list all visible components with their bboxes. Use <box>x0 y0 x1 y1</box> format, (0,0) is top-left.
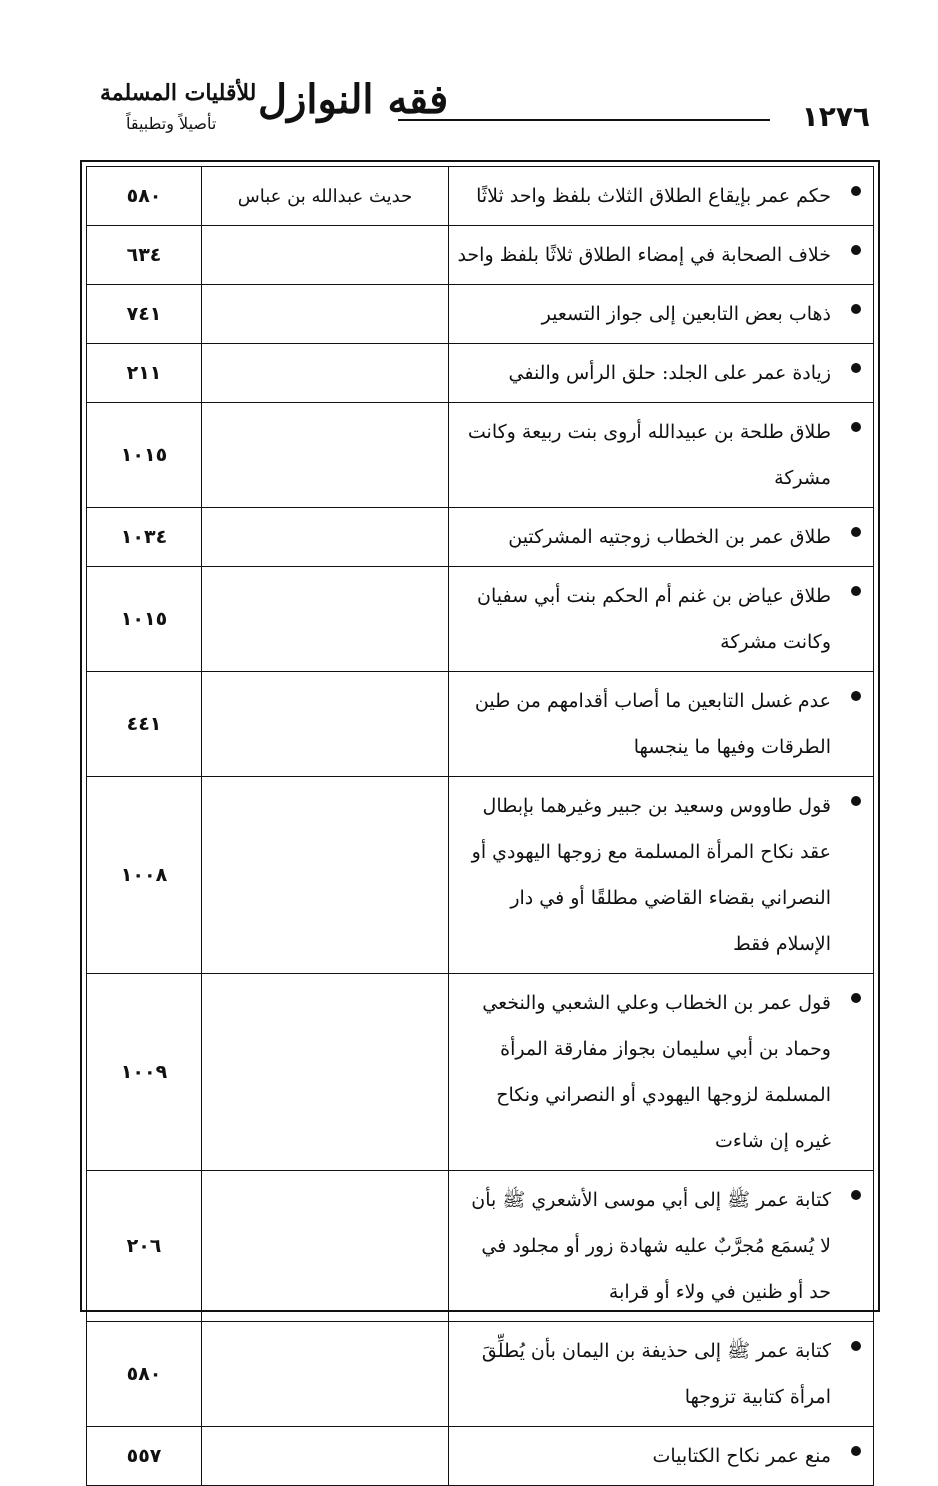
topic-text: قول طاووس وسعيد بن جبير وغيرهما بإبطال عقد نكاح المرأة المسلمة مع زوجها اليهودي أو النصراني بقضاء القاضي مطلقًا أو في دار الإسلام فقط <box>471 795 831 955</box>
source-cell <box>202 1322 449 1427</box>
topic-text: ذهاب بعض التابعين إلى جواز التسعير <box>541 303 831 325</box>
page-ref-cell: ١٠١٥ <box>87 403 202 508</box>
bullet-icon <box>851 245 861 255</box>
table-row <box>87 508 874 567</box>
source-cell <box>202 1427 449 1486</box>
page-ref-cell: ٢١١ <box>87 344 202 403</box>
topic-text: زيادة عمر على الجلد: حلق الرأس والنفي <box>508 362 831 384</box>
page-ref-cell: ١٠٠٩ <box>87 974 202 1171</box>
topic-cell <box>449 344 874 403</box>
page-ref-cell: ٧٤١ <box>87 285 202 344</box>
table-row <box>87 1171 874 1322</box>
page-ref-cell: ٥٨٠ <box>87 1322 202 1427</box>
topic-text: قول عمر بن الخطاب وعلي الشعبي والنخعي وحماد بن أبي سليمان بجواز مفارقة المرأة المسلمة لزوجها اليهودي أو النصراني ونكاح غيره إن شاءت <box>482 992 831 1152</box>
topic-text: منع عمر نكاح الكتابيات <box>652 1445 831 1467</box>
source-cell <box>202 567 449 672</box>
page-ref-cell: ١٠٠٨ <box>87 777 202 974</box>
table-row <box>87 777 874 974</box>
source-cell <box>202 403 449 508</box>
table-row <box>87 285 874 344</box>
topic-text: كتابة عمر ﷺ إلى أبي موسى الأشعري ﷺ بأن لا يُسمَع مُجرَّبٌ عليه شهادة زور أو مجلود في حد أو ظنين في ولاء أو قرابة <box>471 1189 831 1303</box>
topic-text: عدم غسل التابعين ما أصاب أقدامهم من طين الطرقات وفيها ما ينجسها <box>474 690 831 758</box>
topic-cell <box>449 567 874 672</box>
source-cell <box>202 777 449 974</box>
index-table-frame <box>80 160 880 1467</box>
table-row <box>87 226 874 285</box>
topic-text: طلاق طلحة بن عبيدالله أروى بنت ربيعة وكانت مشركة <box>467 421 831 489</box>
page-ref-cell: ٦٣٤ <box>87 226 202 285</box>
index-table <box>86 166 874 1486</box>
bullet-icon <box>851 304 861 314</box>
page-ref-cell: ١٠١٥ <box>87 567 202 672</box>
table-row <box>87 1427 874 1486</box>
table-row <box>87 567 874 672</box>
topic-text: طلاق عياض بن غنم أم الحكم بنت أبي سفيان وكانت مشركة <box>476 585 831 653</box>
source-cell <box>202 285 449 344</box>
page-ref-cell: ٥٥٧ <box>87 1427 202 1486</box>
source-cell <box>202 508 449 567</box>
bullet-icon <box>851 1341 861 1351</box>
source-cell <box>202 1171 449 1322</box>
topic-cell <box>449 167 874 226</box>
table-row <box>87 344 874 403</box>
page-ref-cell: ٥٨٠ <box>87 167 202 226</box>
topic-cell <box>449 974 874 1171</box>
topic-text: كتابة عمر ﷺ إلى حذيفة بن اليمان بأن يُطلِّقَ امرأة كتابية تزوجها <box>481 1340 831 1408</box>
page-ref-cell: ٢٠٦ <box>87 1171 202 1322</box>
table-row <box>87 1322 874 1427</box>
topic-cell <box>449 672 874 777</box>
bullet-icon <box>851 1190 861 1200</box>
topic-cell <box>449 285 874 344</box>
book-subtitle: للأقليات المسلمة <box>100 80 257 106</box>
topic-cell <box>449 777 874 974</box>
topic-cell <box>449 1322 874 1427</box>
topic-text: خلاف الصحابة في إمضاء الطلاق ثلاثًا بلفظ واحد <box>457 244 831 266</box>
table-row <box>87 403 874 508</box>
source-cell <box>202 344 449 403</box>
header-rule <box>398 119 770 121</box>
bullet-icon <box>851 1446 861 1456</box>
table-row <box>87 672 874 777</box>
bullet-icon <box>851 186 861 196</box>
topic-text: طلاق عمر بن الخطاب زوجتيه المشركتين <box>508 526 831 548</box>
page-ref-cell: ٤٤١ <box>87 672 202 777</box>
source-cell <box>202 226 449 285</box>
book-title: فقه النوازل <box>258 76 449 123</box>
page-number: ١٢٧٦ <box>801 100 870 133</box>
page-ref-cell: ١٠٣٤ <box>87 508 202 567</box>
topic-cell <box>449 403 874 508</box>
topic-cell <box>449 1171 874 1322</box>
bullet-icon <box>851 527 861 537</box>
source-cell <box>202 672 449 777</box>
bullet-icon <box>851 796 861 806</box>
topic-cell <box>449 226 874 285</box>
table-row <box>87 974 874 1171</box>
topic-text: حكم عمر بإيقاع الطلاق الثلاث بلفظ واحد ثلاثًا <box>476 185 831 207</box>
bullet-icon <box>851 586 861 596</box>
bullet-icon <box>851 363 861 373</box>
page-header <box>80 70 870 150</box>
bullet-icon <box>851 993 861 1003</box>
bullet-icon <box>851 691 861 701</box>
bullet-icon <box>851 422 861 432</box>
book-subtitle-secondary: تأصيلاً وتطبيقاً <box>126 114 217 133</box>
topic-cell <box>449 508 874 567</box>
source-cell: حديث عبدالله بن عباس <box>202 167 449 226</box>
source-cell <box>202 974 449 1171</box>
table-row <box>87 167 874 226</box>
topic-cell <box>449 1427 874 1486</box>
